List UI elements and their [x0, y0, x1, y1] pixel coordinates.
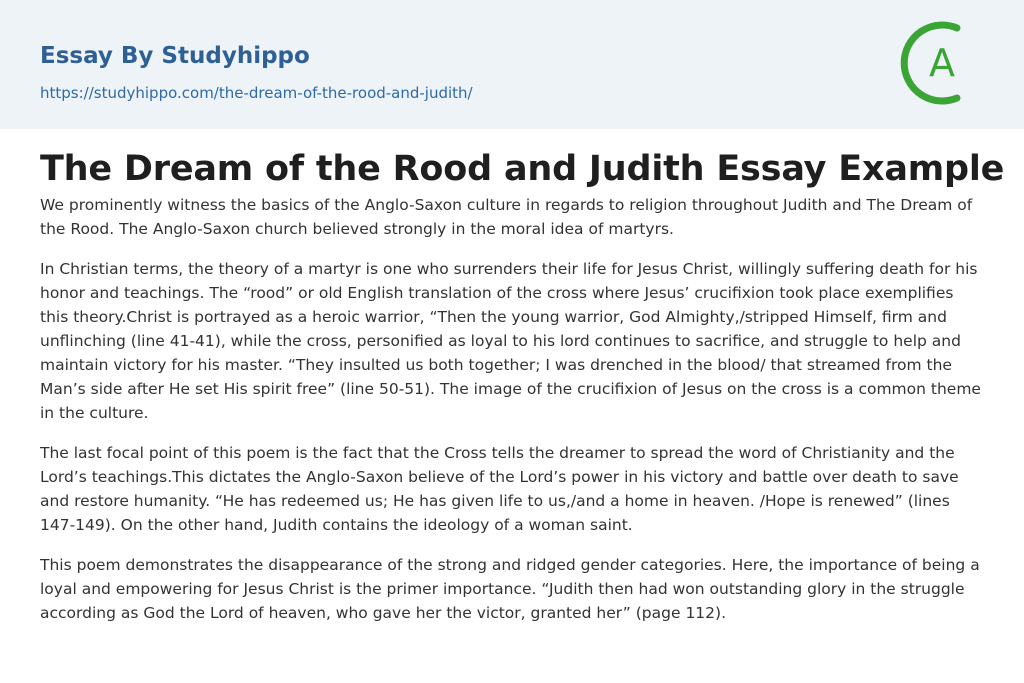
page-url-link[interactable]: https://studyhippo.com/the-dream-of-the-rood-and-judith/	[40, 84, 473, 102]
paragraph-4: This poem demonstrates the disappearance of the strong and ridged gender categories. Here, the importance of being a loyal and empowering for Jesus Christ is the primer importance. “Judith then had won outstanding glory in the struggle according as God the Lord of heaven, who gave her the victor, granted her” (page 112).	[40, 556, 980, 622]
paragraph-2: In Christian terms, the theory of a martyr is one who surrenders their life for Jesus Christ, willingly suffering death for his honor and teachings. The “rood” or old English translation of the cross where Jesus’ crucifixion took place exemplifies this theory.Christ is portrayed as a heroic warrior, “Then the young warrior, God Almighty,/stripped Himself, firm and unflinching (line 41-41), while the cross, personified as loyal to his lord continues to sacrifice, and struggle to help and maintain victory for his master. “They insulted us both together; I was drenched in the blood/ that streamed from the Man’s side after He set His spirit free” (line 50-51). The image of the crucifixion of Jesus on the cross is a common theme in the culture.	[40, 260, 981, 422]
studyhippo-logo-icon[interactable]	[898, 19, 986, 107]
paragraph-1: We prominently witness the basics of the Anglo-Saxon culture in regards to religion throughout Judith and The Dream of the Rood. The Anglo-Saxon church believed strongly in the moral idea of martyrs.	[40, 196, 973, 238]
logo-letter: A	[929, 41, 955, 85]
site-header	[0, 0, 1024, 129]
paragraph-3: The last focal point of this poem is the fact that the Cross tells the dreamer to spread the word of Christianity and the Lord’s teachings.This dictates the Anglo-Saxon believe of the Lord’s power in his victory and battle over death to save and restore humanity. “He has redeemed us; He has given life to us,/and a home in heaven. /Hope is renewed” (lines 147-149). On the other hand, Judith contains the ideology of a woman saint.	[40, 444, 959, 534]
site-brand[interactable]: Essay By Studyhippo	[40, 43, 310, 69]
article	[0, 129, 1024, 625]
article-title: The Dream of the Rood and Judith Essay Example	[40, 149, 1005, 189]
